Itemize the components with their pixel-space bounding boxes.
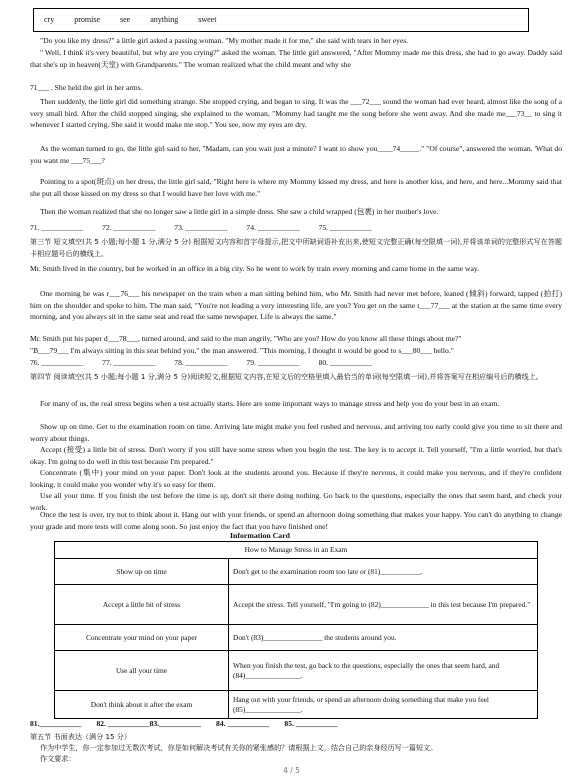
table-row [55,585,538,625]
table-cell-detail: Don't get to the examination room too late or (81)___________. [229,559,538,585]
section5-requirements: 作文要求： [40,754,76,763]
section4-instructions: 第四节 阅读填空(共 5 小题;每小题 1 分,满分 5 分)阅读短文,根据短文内容,在短文后的空格里填入最恰当的单词(每空限填一词),并将答案写在相应编号后的横线上。 [30,372,543,381]
section3-paragraph: Mr. Smith lived in the country, but he worked in an office in a big city. So he went to work by train every morning and came home in the same way. [30,264,480,273]
section3-paragraph: Mr. Smith put his paper d___78___, turned around, and said to the man angrily, "Who are you? How do you know all these things about me?" [30,334,462,343]
table-cell-tip: Show up on time [55,559,229,585]
table-cell-detail: Accept the stress. Tell yourself, "I'm going to (82)_____________ in this test because I'm prepared." [229,585,538,625]
passage1-paragraph: Pointing to a spot(斑点) on her dress, the little girl said, "Right here is where my Mommy kissed my dress, and here is another kiss, and here, and here...Mommy said that she put all those kissed on my dress so that I would have her love with me." [30,177,562,198]
section4-paragraph: For many of us, the real stress begins when a test actually starts. Here are some important ways to manage stress and help you do your best in an exam. [40,399,500,408]
passage1-paragraph: "Do you like my dress?" a little girl asked a passing woman. "My mother made it for me," she said with tears in her eyes. [40,36,409,45]
section5-instructions: 作为中学生，你一定参加过无数次考试，你是如何解决考试有关你的紧张感的？请根据上文，结合自己的亲身经历写一篇短文。 [40,743,438,752]
table-row [55,691,538,719]
section3-instructions: 第三节 短文填空(共 5 小题;每小题 1 分,满分 5 分) 根据短文内容和首字母提示,把文中所缺词语补充出来,使短文完整正确(每空限填一词),并将该单词的完整形式写在答题卡相应题号后的横线上。 [30,237,562,258]
passage1-paragraph: 71___ . She held the girl in her arms. [30,83,143,92]
word-box-item: cry [44,15,55,24]
table-row [55,625,538,651]
section4-paragraph: Once the test is over, try not to think about it. Hang out with your friends, or spend an afternoon doing something that makes your happy. You can't do anything to change your grade and more tests will come along soon. So just enjoy the fact that you have finished one! [30,510,562,531]
passage1-paragraph: Then the woman realized that she no longer saw a little girl in a simple dress. She saw a child wrapped (包裹) in her mother's love. [40,207,439,216]
answer-blanks-71-75: 71. ___________ 72. ___________ 73. ___________ 74. ___________ 75. ___________ [30,223,372,232]
passage1-paragraph: Then suddenly, the little girl did something strange. She stopped crying, and began to sing. It was the ___72___ sound the woman had ever heard, almost like the song of a very small bird. After the child stopped singing, she explained to the woman, "Mommy had taught me the song before she went away. And she made me___73__ to sing it whenever I started crying. She said it would make me stop." You see, now my eyes are dry. [30,97,562,130]
passage1-paragraph: As the woman turned to go, the little girl said to her, "Madam, can you wait just a minute? I want to show you____74_____." "Of course", answered the woman. 'What do you want me ___75___? [30,144,562,165]
section4-paragraph: Accept (接受) a little bit of stress. Don't worry if you still have some stress when you begin the test. The key is to accept it. Tell yourself, "I'm a little worried, but that's okay. I'm going to do well in this test because I'm prepared." [30,445,562,466]
word-box-item: sweet [198,15,217,24]
section3-paragraph: One morning he was r___76___ his newspaper on the train when a man sitting behind him, who Mr. Smith had never met before, leaned (倾斜) forward, tapped (拍打) him on the shoulder and spoke to him. The man said, "You're not leading a very interesting life, are you? You get on the same t___77___ at the station at the same time every morning, and you always sit in the same seat and read the same newspaper. Life is always the same." [30,289,562,322]
section4-paragraph: Concentrate (集中) your mind on your paper. Don't look at the students around you. Because if they're nervous, it could make you nervous, and if they're confident looking, it could make you wonder why it's so easy for them. [30,468,562,489]
word-box-item: anything [150,15,179,24]
table-cell-tip: Concentrate your mind on your paper [55,625,229,651]
table-header-row [55,542,538,559]
table-header: How to Manage Stress in an Exam [55,542,538,559]
table-row [55,651,538,691]
table-cell-tip: Don't think about it after the exam [55,691,229,719]
passage1-paragraph: " Well, I think it's very beautiful, but why are you crying?" asked the woman. The little girl answered, "After Mommy made me this dress, she had to go away. Daddy said that she's up in heaven(天堂) with Grandparents." The woman realized what the child meant and why she [30,48,562,69]
table-cell-detail: Hang out with your friends, or spend an afternoon doing something that make you feel (85)_______________. [229,691,538,719]
table-cell-tip: Accept a little bit of stress [55,585,229,625]
page-number: 4 / 5 [283,766,300,775]
table-row [55,559,538,585]
section3-paragraph: "B___79___ I'm always sitting in this seat behind you," the man answered. "This morning, I thought it would be good to s___80___ hello." [30,346,454,355]
word-box [33,8,529,32]
information-card-title: Information Card [230,531,290,540]
information-card-table [54,541,538,719]
section4-paragraph: Show up on time. Get to the examination room on time. Arriving late might make you feel rushed and nervous, and arriving too early could give you time to sit there and worry about things. [30,422,562,443]
answer-blanks-81-85: 81.___________ 82. ___________83.___________ 84. ___________ 85. ___________ [30,719,338,728]
answer-blanks-76-80: 76. ___________ 77. ___________ 78. ___________ 79. ___________ 80. ___________ [30,358,372,367]
table-cell-detail: When you finish the test, go back to the questions, especially the ones that seem hard, and (84)_______________. [229,651,538,691]
section5-title: 第五节 书面表达（满分 15 分） [30,732,131,741]
word-box-item: promise [74,15,100,24]
word-box-item: see [120,15,131,24]
table-cell-tip: Use all your time [55,651,229,691]
table-cell-detail: Don't (83)________________ the students around you. [229,625,538,651]
section4-paragraph: Use all your time. If you finish the test before the time is up, don't sit there doing nothing. Go back to the questions, especially the ones that seem hard, and check your work. [30,491,562,512]
